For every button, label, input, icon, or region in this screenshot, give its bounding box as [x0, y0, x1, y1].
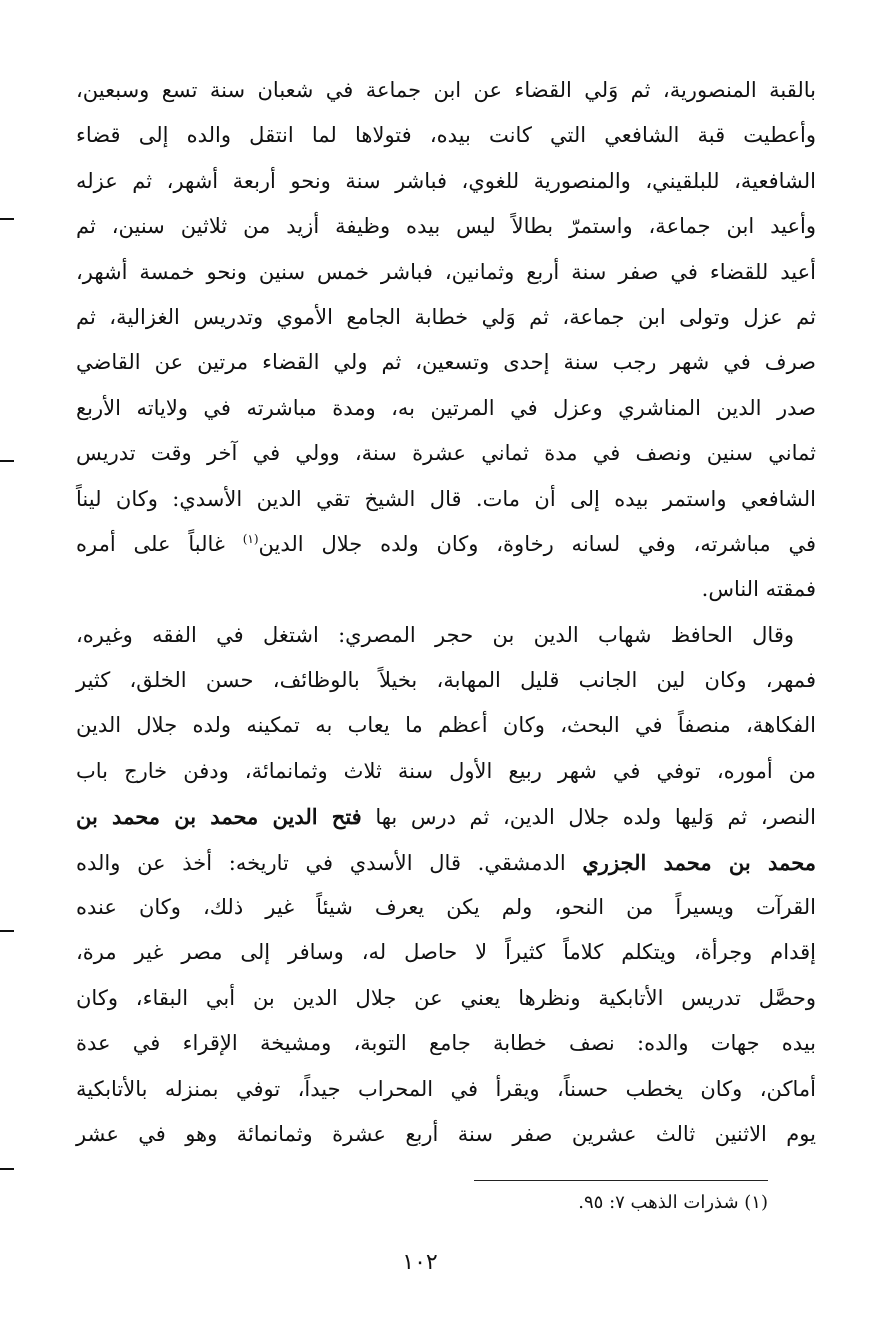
- text-line: الشافعية، للبلقيني، والمنصورية للغوي، فباشر سنة ونحو أربعة أشهر، ثم عزله: [76, 168, 816, 193]
- text-line: الفكاهة، منصفاً في البحث، وكان أعظم ما يعاب به تمكينه ولده جلال الدين: [76, 713, 816, 738]
- text-line: أعيد للقضاء في صفر سنة أربع وثمانين، فباشر خمس سنين ونحو خمسة أشهر،: [76, 259, 816, 284]
- footnote: (١) شذرات الذهب ٧: ٩٥.: [578, 1192, 768, 1213]
- page-number: ١٠٢: [402, 1250, 438, 1275]
- text-line: يوم الاثنين ثالث عشرين صفر سنة أربع عشرة وثمانمائة وهو في عشر: [76, 1121, 816, 1146]
- text-line: [76, 794, 816, 839]
- text-line: من أموره، توفي في شهر ربيع الأول سنة ثلاث وثمانمائة، ودفن خارج باب: [76, 758, 816, 783]
- text-line: ثم عزل وتولى ابن جماعة، ثم وَلي خطابة الجامع الأموي وتدريس الغزالية، ثم: [76, 304, 816, 329]
- text-line: وقال الحافظ شهاب الدين بن حجر المصري: اشتغل في الفقه وغيره،: [76, 622, 794, 647]
- main-text: [76, 68, 816, 1157]
- bold-name: محمد بن محمد الجزري: [582, 849, 817, 875]
- text-line: صرف في شهر رجب سنة إحدى وتسعين، ثم ولي القضاء مرتين عن القاضي: [76, 350, 816, 375]
- text-line: وحصَّل تدريس الأتابكية ونظرها يعني عن جلال الدين بن أبي البقاء، وكان: [76, 985, 816, 1010]
- text-line: وأعيد ابن جماعة، واستمرّ بطالاً ليس بيده وظيفة أزيد من ثلاثين سنين، ثم: [76, 214, 816, 239]
- text-segment: الدمشقي. قال الأسدي في تاريخه: أخذ عن والده: [76, 850, 583, 875]
- text-line: [76, 522, 816, 567]
- text-line: بالقبة المنصورية، ثم وَلي القضاء عن ابن جماعة في شعبان سنة تسع وسبعين،: [76, 78, 816, 102]
- margin-mark: [0, 218, 14, 220]
- footnote-divider: [474, 1180, 768, 1181]
- text-line: وأعطيت قبة الشافعي التي كانت بيده، فتولاها لما انتقل والده إلى قضاء: [76, 123, 816, 148]
- text-line: [76, 840, 816, 885]
- text-line: القرآت ويسيراً من النحو، ولم يكن يعرف شيئاً غير ذلك، وكان عنده: [76, 895, 816, 920]
- text-line: فمهر، وكان لين الجانب قليل المهابة، بخيلاً بالوظائف، حسن الخلق، كثير: [76, 668, 816, 693]
- text-line: أماكن، وكان يخطب حسناً، ويقرأ في المحراب جيداً، توفي بمنزله بالأتابكية: [76, 1076, 816, 1101]
- bold-name: فتح الدين محمد بن محمد بن: [76, 804, 362, 830]
- text-segment: النصر، ثم وَليها ولده جلال الدين، ثم درس بها: [361, 805, 816, 830]
- text-line: بيده جهات والده: نصف خطابة جامع التوبة، ومشيخة الإقراء في عدة: [76, 1031, 816, 1056]
- text-line: الشافعي واستمر بيده إلى أن مات. قال الشيخ تقي الدين الأسدي: وكان ليناً: [76, 486, 816, 511]
- text-line: ثماني سنين ونصف في مدة ثماني عشرة سنة، وولي في آخر وقت تدريس: [76, 441, 816, 466]
- margin-mark: [0, 930, 14, 932]
- margin-mark: [0, 460, 14, 462]
- footnote-marker: (١): [242, 531, 259, 546]
- text-segment: غالباً على أمره: [76, 531, 243, 556]
- text-line: صدر الدين المناشري وعزل في المرتين به، ومدة مباشرته في ولاياته الأربع: [76, 395, 816, 420]
- text-line: إقدام وجرأة، ويتكلم كلاماً كثيراً لا حاصل له، وسافر إلى مصر غير مرة،: [76, 940, 816, 965]
- text-line: فمقته الناس.: [701, 577, 816, 602]
- margin-mark: [0, 1168, 14, 1170]
- text-segment: في مباشرته، وفي لسانه رخاوة، وكان ولده جلال الدين: [258, 531, 816, 556]
